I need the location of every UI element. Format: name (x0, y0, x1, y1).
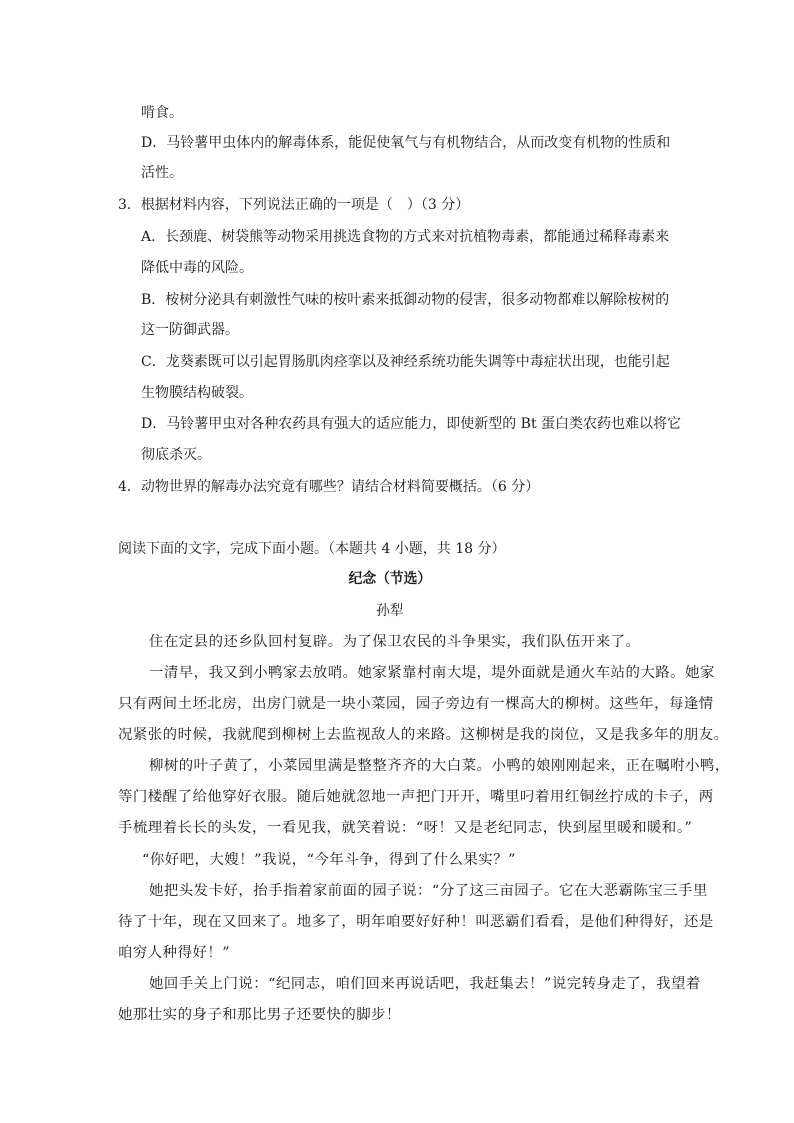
q4-stem: 4．动物世界的解毒办法究竟有哪些？请结合材料简要概括。（6 分） (118, 479, 540, 495)
q3-option-d-line1: D．马铃薯甲虫对各种农药具有强大的适应能力，即使新型的 Bt 蛋白类农药也难以将它 (141, 416, 682, 432)
paragraph-6-line-2: 她那壮实的身子和那比男子还要快的脚步！ (118, 1007, 401, 1023)
paragraph-5-line-3: 咱穷人种得好！” (118, 945, 231, 961)
paragraph-2-line-1: 一清早，我又到小鸭家去放哨。她家紧靠村南大堤，堤外面就是通火车站的大路。她家 (149, 665, 715, 681)
paragraph-1-line-1: 住在定县的还乡队回村复辟。为了保卫农民的斗争果实，我们队伍开来了。 (149, 634, 641, 650)
q3-option-c-line2: 生物膜结构破裂。 (141, 385, 253, 401)
q2-option-c-end: 啃食。 (141, 105, 183, 121)
paragraph-3-line-2: 等门楼醒了给他穿好衣服。随后她就忽地一声把门开开，嘴里叼着用红铜丝拧成的卡子，两 (118, 789, 714, 805)
article-title: 纪念（节选） (348, 571, 432, 587)
paragraph-3-line-1: 柳树的叶子黄了，小菜园里满是整整齐齐的大白菜。小鸭的娘刚刚起来，正在嘱咐小鸭， (149, 758, 730, 774)
q2-option-d-line1: D．马铃薯甲虫体内的解毒体系，能促使氧气与有机物结合，从而改变有机物的性质和 (141, 135, 671, 151)
q3-option-b-line1: B．桉树分泌具有刺激性气味的桉叶素来抵御动物的侵害，很多动物都难以解除桉树的 (141, 292, 670, 308)
paragraph-3-line-3: 手梳理着长长的头发，一看见我，就笑着说：“呀！又是老纪同志，快到屋里暖和暖和。” (118, 820, 693, 836)
section-instruction: 阅读下面的文字，完成下面小题。（本题共 4 小题，共 18 分） (118, 541, 506, 557)
article-author: 孙犁 (376, 603, 404, 619)
paragraph-2-line-3: 况紧张的时候，我就爬到柳树上去监视敌人的来路。这柳树是我的岗位，又是我多年的朋友。 (118, 727, 729, 743)
q3-stem: 3．根据材料内容，下列说法正确的一项是（ ）（3 分） (118, 197, 470, 213)
paragraph-4-line-1: “你好吧，大嫂！”我说，“今年斗争，得到了什么果实？” (142, 852, 516, 868)
paragraph-2-line-2: 只有两间土坯北房，出房门就是一块小菜园，园子旁边有一棵高大的柳树。这些年，每逢情 (118, 696, 714, 712)
q3-option-c-line1: C．龙葵素既可以引起胃肠肌肉痉挛以及神经系统功能失调等中毒症状出现，也能引起 (141, 354, 670, 370)
q3-option-a-line1: A．长颈鹿、树袋熊等动物采用挑选食物的方式来对抗植物毒素，都能通过稀释毒素来 (141, 229, 670, 245)
q2-option-d-line2: 活性。 (141, 165, 183, 181)
q3-option-d-line2: 彻底杀灭。 (141, 447, 211, 463)
paragraph-6-line-1: 她回手关上门说：“纪同志，咱们回来再说话吧，我赶集去！”说完转身走了，我望着 (149, 976, 701, 992)
paragraph-5-line-1: 她把头发卡好，抬手指着家前面的园子说：“分了这三亩园子。它在大恶霸陈宝三手里 (149, 883, 708, 899)
q3-option-b-line2: 这一防御武器。 (141, 322, 239, 338)
q3-option-a-line2: 降低中毒的风险。 (141, 260, 253, 276)
paragraph-5-line-2: 待了十年，现在又回来了。地多了，明年咱要好好种！叫恶霸们看看，是他们种得好，还是 (118, 914, 714, 930)
